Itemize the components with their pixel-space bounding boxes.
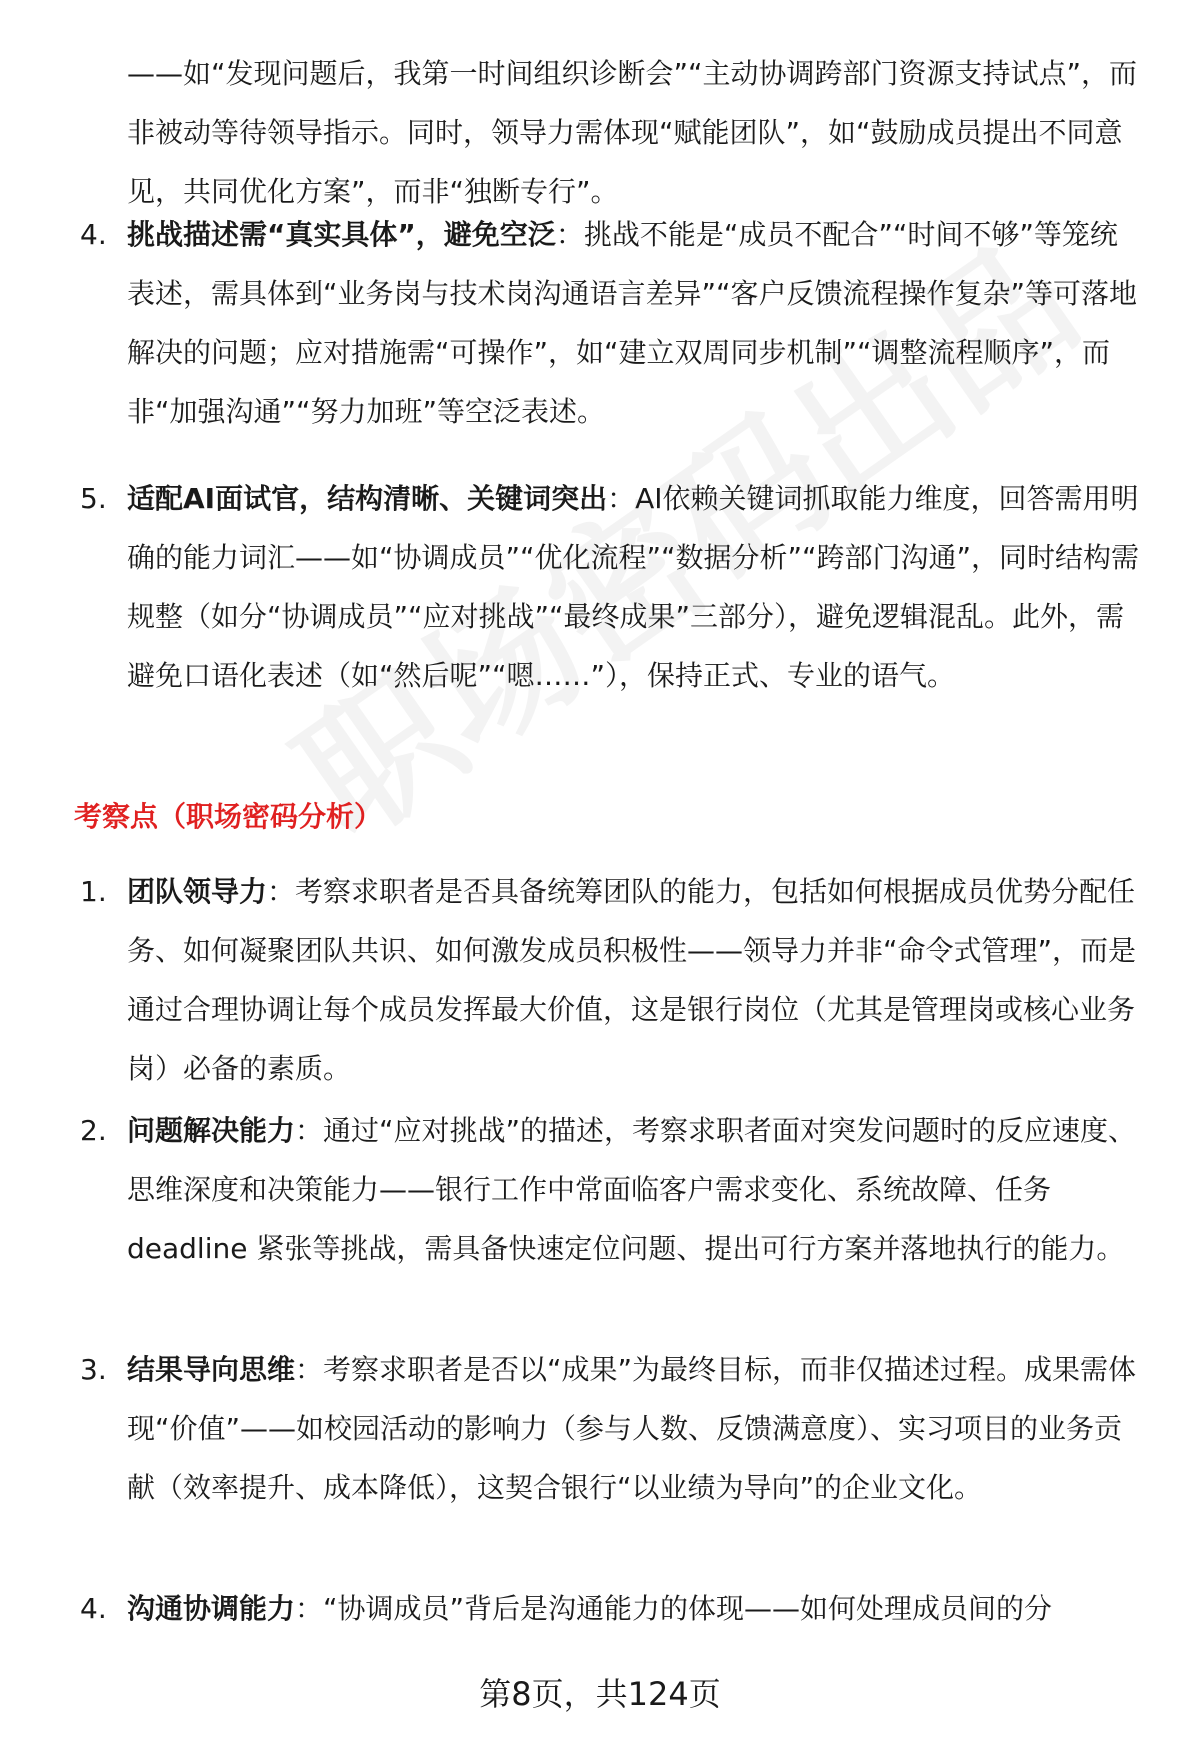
list-item xyxy=(80,205,1150,441)
list-number: 1. xyxy=(80,875,107,908)
list-number: 3. xyxy=(80,1353,107,1386)
list-number: 2. xyxy=(80,1114,107,1147)
list-item-title: 结果导向思维 xyxy=(127,1353,296,1386)
continuation-paragraph: ——如“发现问题后，我第一时间组织诊断会”“主动协调跨部门资源支持试点”，而非被动等待领导指示。同时，领导力需体现“赋能团队”，如“鼓励成员提出不同意见，共同优化方案”，而非“独断专行”。 xyxy=(127,57,1138,208)
list-text xyxy=(127,862,1145,1098)
list-text xyxy=(127,469,1145,705)
list-text xyxy=(127,1340,1145,1517)
list-item xyxy=(80,469,1150,705)
list-item-body: ：AI依赖关键词抓取能力维度，回答需用明确的能力词汇——如“协调成员”“优化流程”“数据分析”“跨部门沟通”，同时结构需规整（如分“协调成员”“应对挑战”“最终成果”三部分），避免逻辑混乱。此外，需避免口语化表述（如“然后呢”“嗯……”），保持正式、专业的语气。 xyxy=(127,482,1140,692)
page-number-footer: 第8页，共124页 xyxy=(479,1675,721,1713)
list-item-body: ：挑战不能是“成员不配合”“时间不够”等笼统表述，需具体到“业务岗与技术岗沟通语言差异”“客户反馈流程操作复杂”等可落地解决的问题；应对措施需“可操作”，如“建立双周同步机制”“调整流程顺序”，而非“加强沟通”“努力加班”等空泛表述。 xyxy=(127,218,1138,428)
list-number: 5. xyxy=(80,482,107,515)
list-number: 4. xyxy=(80,1592,107,1625)
list-item-body: ：通过“应对挑战”的描述，考察求职者面对突发问题时的反应速度、思维深度和决策能力——银行工作中常面临客户需求变化、系统故障、任务 deadline 紧张等挑战，需具备快速定位问题、提出可行方案并落地执行的能力。 xyxy=(127,1114,1137,1265)
list-number: 4. xyxy=(80,218,107,251)
list-item-title: 团队领导力 xyxy=(127,875,268,908)
section-heading: 考察点（职场密码分析） xyxy=(74,800,383,833)
list-item-body: ：“协调成员”背后是沟通能力的体现——如何处理成员间的分 xyxy=(295,1592,1053,1625)
list-text xyxy=(127,1579,1145,1638)
list-item-title: 适配AI面试官，结构清晰、关键词突出 xyxy=(127,482,608,515)
list-item-body: ：考察求职者是否以“成果”为最终目标，而非仅描述过程。成果需体现“价值”——如校园活动的影响力（参与人数、反馈满意度）、实习项目的业务贡献（效率提升、成本降低），这契合银行“以业绩为导向”的企业文化。 xyxy=(127,1353,1137,1504)
list-item xyxy=(80,1340,1150,1517)
list-item-body: ：考察求职者是否具备统筹团队的能力，包括如何根据成员优势分配任务、如何凝聚团队共识、如何激发成员积极性——领导力并非“命令式管理”，而是通过合理协调让每个成员发挥最大价值，这是银行岗位（尤其是管理岗或核心业务岗）必备的素质。 xyxy=(127,875,1137,1085)
list-item-title: 挑战描述需“真实具体”，避免空泛 xyxy=(127,218,556,251)
list-item xyxy=(80,862,1150,1098)
list-item xyxy=(80,1101,1150,1278)
list-text xyxy=(127,1101,1145,1278)
list-item-title: 沟通协调能力 xyxy=(127,1592,296,1625)
list-item-title: 问题解决能力 xyxy=(127,1114,296,1147)
list-text xyxy=(127,205,1145,441)
list-item xyxy=(80,1579,1150,1638)
